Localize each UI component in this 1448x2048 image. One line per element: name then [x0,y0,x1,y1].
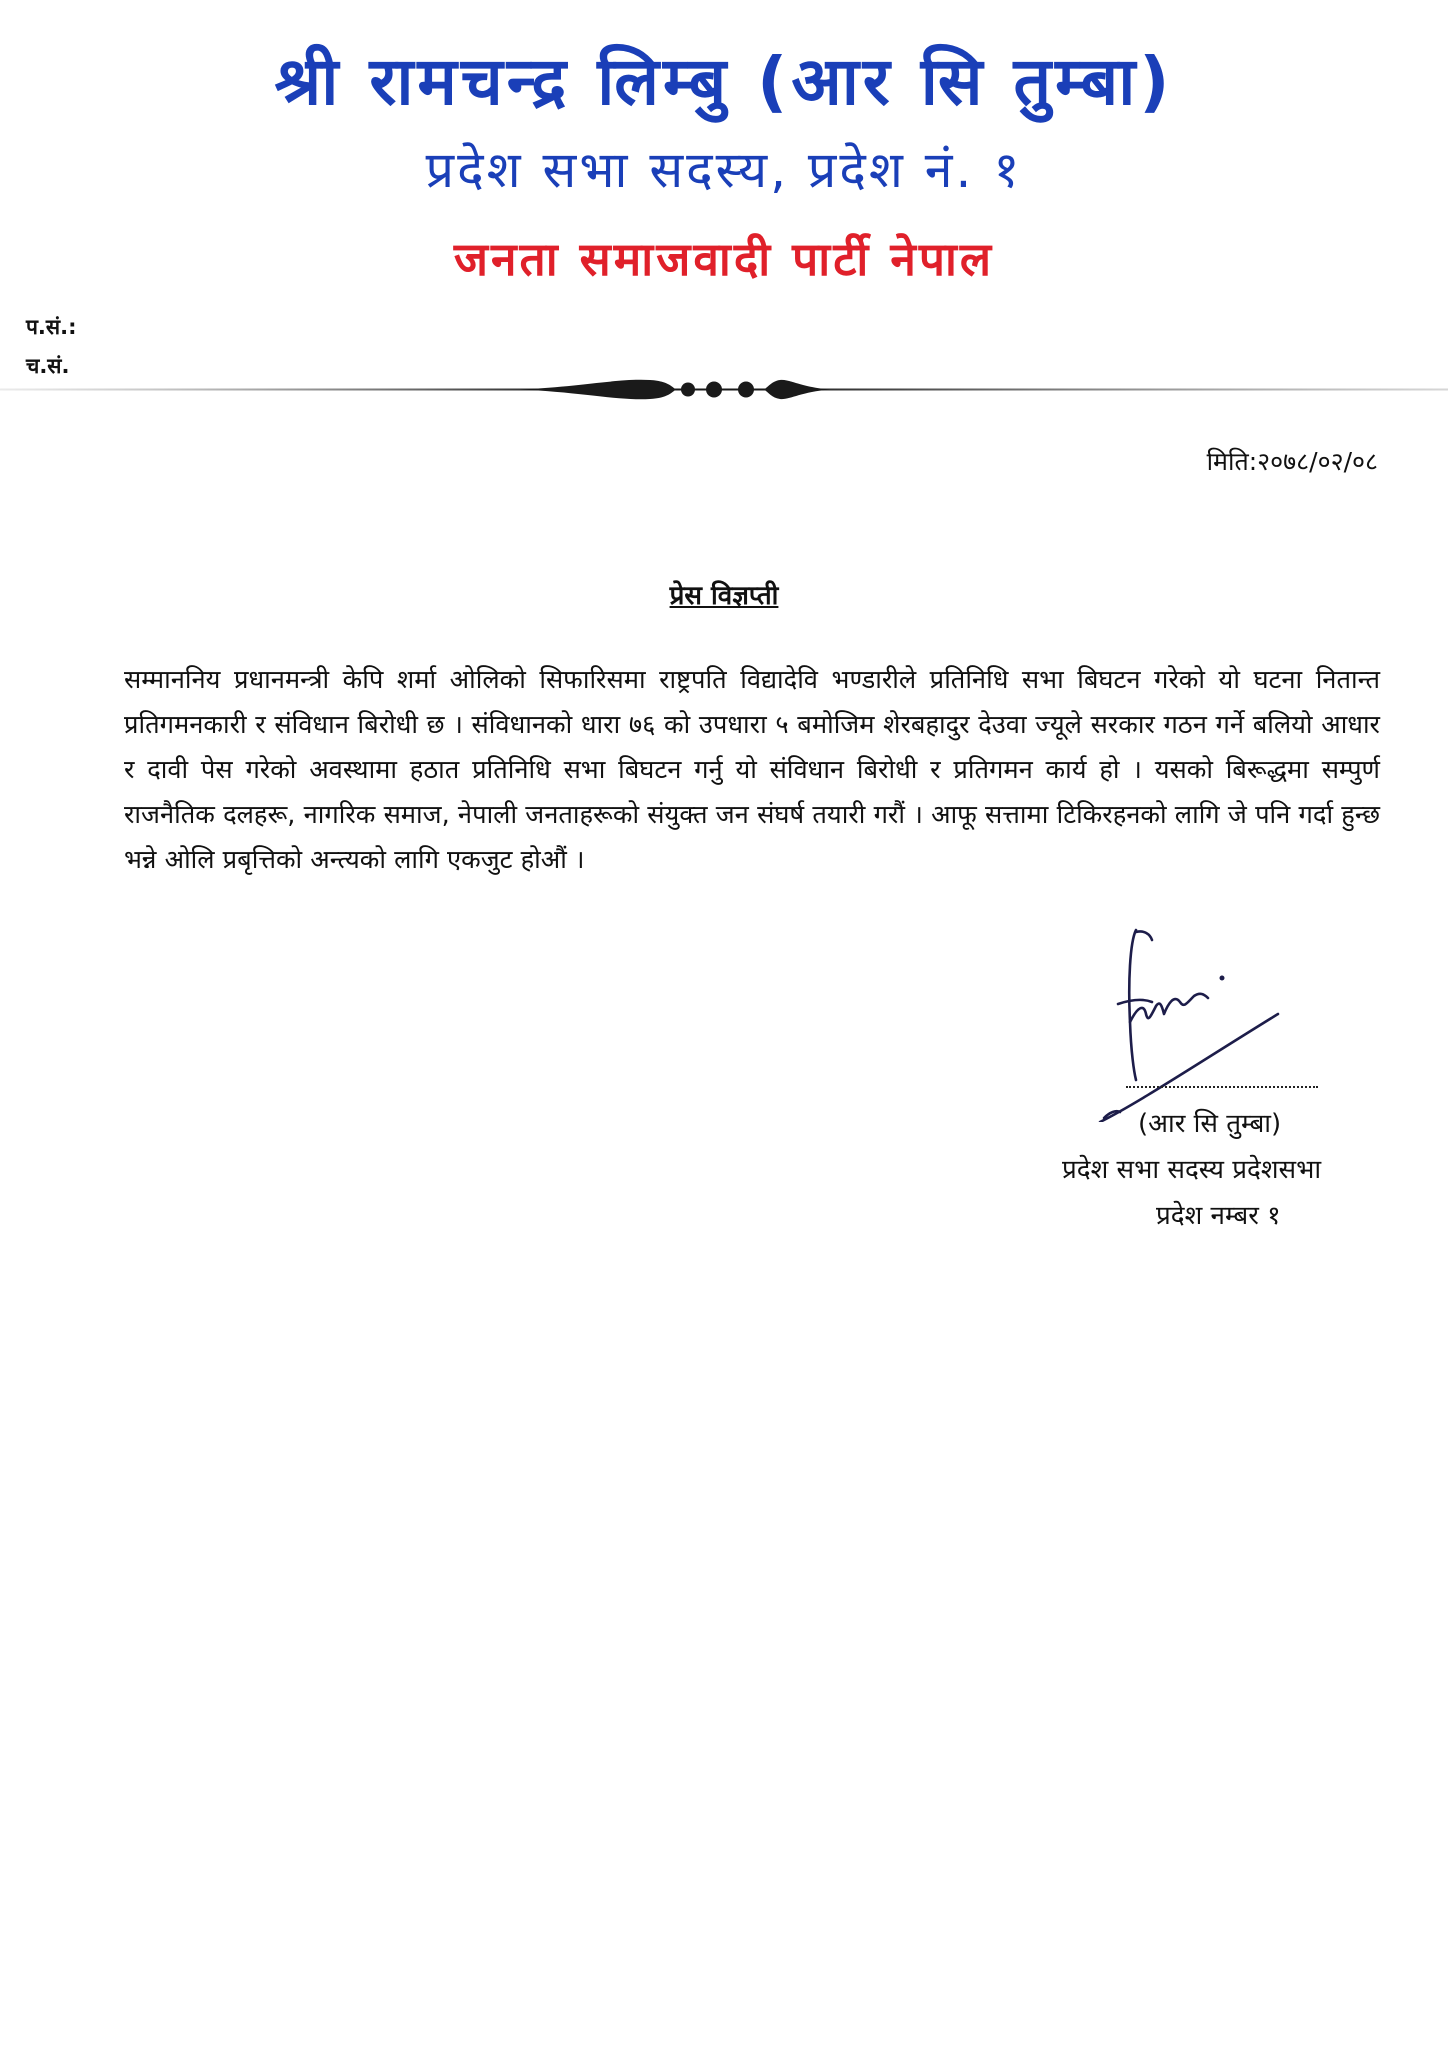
handwritten-signature [1090,922,1290,1122]
signatory-province: प्रदेश नम्बर १ [1156,1201,1281,1231]
signatory-name: (आर सि तुम्बा) [1138,1109,1282,1139]
letterhead-party: जनता समाजवादी पार्टी नेपाल [453,232,995,286]
document-title: प्रेस विज्ञप्ती [669,581,779,611]
signature-line [1126,1086,1318,1088]
reference-chs-label: च.सं. [26,354,70,378]
document-date: मिति:२०७८/०२/०८ [1206,447,1378,476]
letterhead-name: श्री रामचन्द्र लिम्बु (आर सि तुम्बा) [274,43,1174,120]
signatory-title: प्रदेश सभा सदस्य प्रदेशसभा [1062,1155,1322,1185]
press-release-body: सम्माननिय प्रधानमन्त्री केपि शर्मा ओलिको सिफारिसमा राष्ट्रपति विद्यादेवि भण्डारीले प्रतिनिधि सभा बिघटन गरेको यो घटना नितान्त प्रतिगमनकारी र संविधान बिरोधी छ । संविधानको धारा ७६ को उपधारा ५ बमोजिम शेरबहादुर देउवा ज्यूले सरकार गठन गर्ने बलियो आधार र दावी पेस गरेको अवस्थामा हठात प्रतिनिधि सभा बिघटन गर्नु यो संविधान बिरोधी र प्रतिगमन कार्य हो । यसको बिरूद्धमा सम्पुर्ण राजनैतिक दलहरू, नागरिक समाज, नेपाली जनताहरूको संयुक्त जन संघर्ष तयारी गरौं । आफू सत्तामा टिकिरहनको लागि जे पनि गर्दा हुन्छ भन्ने ओलि प्रबृत्तिको अन्त्यको लागि एकजुट होऔं । [124,665,1380,875]
ornamental-divider [0,370,1448,410]
letterhead-role: प्रदेश सभा सदस्य, प्रदेश नं. १ [425,141,1023,199]
reference-ps-label: प.सं.: [26,315,77,339]
